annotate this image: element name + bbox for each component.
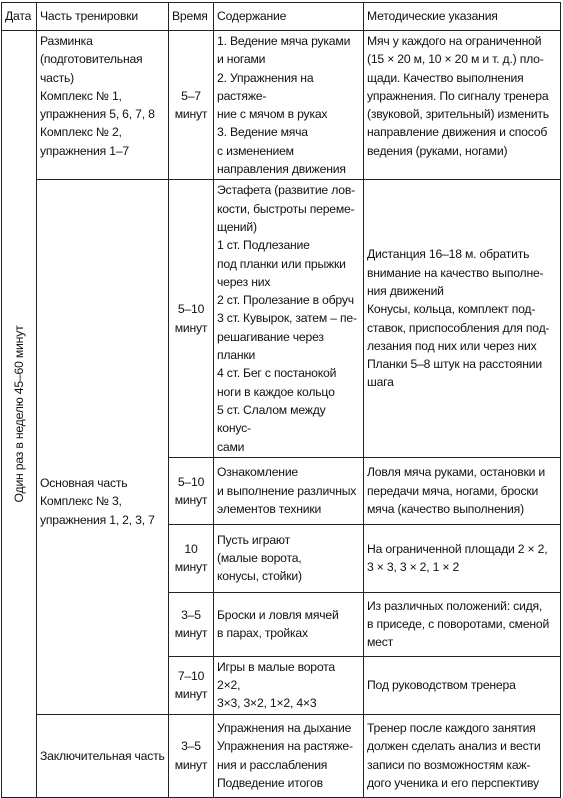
main-1-notes: Дистанция 16–18 м. обратить внимание на качество выполне- ния движений Конусы, кольца, комплект под- ставок, приспособления для под- лезания под них или через них Планки 5–8 штук на расстоянии шага [364,180,561,457]
main-5-notes: Под руководством тренера [364,656,561,714]
main-2-time: 5–10 минут [169,457,214,524]
final-part: Заключительная часть [37,714,169,797]
main-part: Основная часть Комплекс № 3, упражнения 1, 2, 3, 7 [37,180,169,714]
training-plan-table [1,2,561,798]
warmup-notes: Мяч у каждого на ограниченной (15 × 20 м, 10 × 20 м и т. д.) пло- щади. Качество выполнения упражнения. По сигналу тренера (звуковой, зрительный) изменить направление движения и способ ведения (руками, ногами) [364,31,561,180]
main-4-time: 3–5 минут [169,592,214,656]
main-2-content: Ознакомление и выполнение различных элементов техники [214,457,364,524]
header-content: Содержание [214,3,364,31]
main-3-content: Пусть играют (малые ворота, конусы, стойки) [214,524,364,592]
warmup-part: Разминка (подготовительная часть) Комплекс № 1, упражнения 5, 6, 7, 8 Комплекс № 2, упражнения 1–7 [37,31,169,180]
main-5-time: 7–10 минут [169,656,214,714]
header-time: Время [169,3,214,31]
final-notes: Тренер после каждого занятия должен сделать анализ и вести записи по возможностям каж- дого ученика и его перспективу [364,714,561,797]
main-4-content: Броски и ловля мячей в парах, тройках [214,592,364,656]
table-row-warmup [2,31,561,180]
header-notes: Методические указания [364,3,561,31]
main-2-notes: Ловля мяча руками, остановки и передачи мяча, ногами, броски мяча (качество выполнения) [364,457,561,524]
main-3-time: 10 минут [169,524,214,592]
header-part: Часть тренировки [37,3,169,31]
final-content: Упражнения на дыхание Упражнения на растяже- ния и расслабления Подведение итогов [214,714,364,797]
date-cell [2,31,37,798]
frequency-text: Один раз в неделю 45–60 минут [11,325,26,503]
table-row-final [2,714,561,797]
main-3-notes: На ограниченной площади 2 × 2, 3 × 3, 3 × 2, 1 × 2 [364,524,561,592]
warmup-content: 1. Ведение мяча руками и ногами 2. Упражнения на растяже- ние с мячом в руках 3. Ведение мяча с изменением направления движения [214,31,364,180]
main-5-content: Игры в малые ворота 2×2, 3×3, 3×2, 1×2, 4×3 [214,656,364,714]
header-row [2,3,561,31]
main-1-content: Эстафета (развитие лов- кости, быстроты переме- щений) 1 ст. Подлезание под планки или прыжки через них 2 ст. Пролезание в обруч 3 ст. Кувырок, затем – пе- решагивание через планки 4 ст. Бег с постанокой ноги в каждое кольцо 5 ст. Слалом между конус- сами [214,180,364,457]
main-1-time: 5–10 минут [169,180,214,457]
header-date: Дата [2,3,37,31]
main-4-notes: Из различных положений: сидя, в приседе, с поворотами, сменой мест [364,592,561,656]
warmup-time: 5–7 минут [169,31,214,180]
final-time: 3–5 минут [169,714,214,797]
table-row-main-1 [2,180,561,457]
